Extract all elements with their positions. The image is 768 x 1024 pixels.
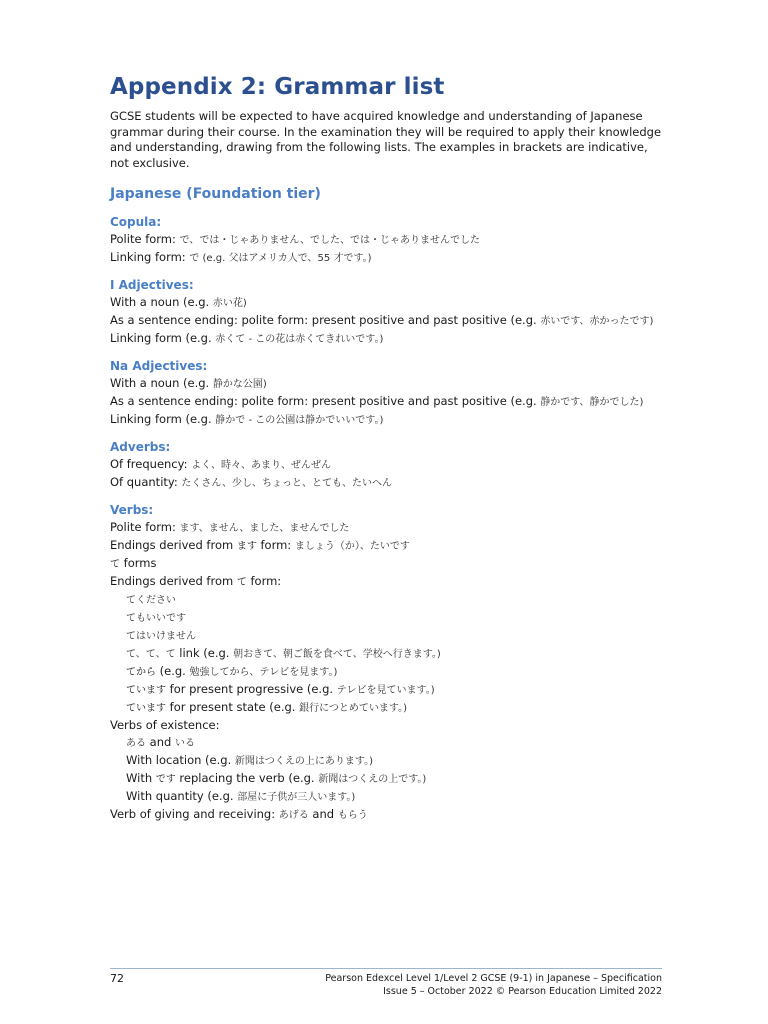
footer-spec-title: Pearson Edexcel Level 1/Level 2 GCSE (9-1) in Japanese – Specification (325, 973, 662, 984)
copula-heading: Copula: (110, 215, 162, 229)
verbs-teimasu-progressive: ています for present progressive (e.g. テレビを見ています。) (126, 682, 435, 696)
verbs-with-quantity: With quantity (e.g. 部屋に子供が三人います。) (126, 789, 356, 803)
adverbs-heading: Adverbs: (110, 440, 171, 454)
copula-polite-form: Polite form: で、では・じゃありません、でした、では・じゃありませんでした (110, 232, 480, 246)
verbs-giving-receiving: Verb of giving and receiving: あげる and もらう (110, 807, 368, 821)
na-adjectives-heading: Na Adjectives: (110, 359, 208, 373)
adverbs-frequency: Of frequency: よく、時々、あまり、ぜんぜん (110, 457, 331, 471)
adverbs-quantity: Of quantity: たくさん、少し、ちょっと、とても、たいへん (110, 475, 393, 489)
page-footer (110, 968, 662, 998)
verbs-with-location: With location (e.g. 新聞はつくえの上にあります。) (126, 753, 373, 767)
verbs-teimasu-state: ています for present state (e.g. 銀行につとめています。) (126, 700, 408, 714)
tier-heading: Japanese (Foundation tier) (110, 186, 321, 202)
verbs-te-endings: Endings derived from て form: (110, 574, 282, 588)
i-adjectives-heading: I Adjectives: (110, 278, 194, 292)
page-number: 72 (110, 972, 124, 985)
verbs-existence: Verbs of existence: (110, 718, 220, 732)
i-adj-with-noun: With a noun (e.g. 赤い花) (110, 295, 247, 309)
verbs-te-item: てもいいです (126, 613, 186, 624)
verbs-te-forms: て forms (110, 556, 157, 570)
i-adj-sentence-ending: As a sentence ending: polite form: present positive and past positive (e.g. 赤いです、赤かったです) (110, 313, 654, 327)
verbs-masu-endings: Endings derived from ます form: ましょう（か）、たいです (110, 538, 410, 552)
verbs-aru-iru: ある and いる (126, 735, 195, 749)
i-adj-linking-form: Linking form (e.g. 赤くて - この花は赤くてきれいです。) (110, 331, 384, 345)
copula-linking-form: Linking form: で (e.g. 父はアメリカ人で、55 才です。) (110, 250, 372, 264)
verbs-te-item: てください (126, 595, 176, 606)
na-adj-linking-form: Linking form (e.g. 静かで - この公園は静かでいいです。) (110, 412, 384, 426)
na-adj-sentence-ending: As a sentence ending: polite form: present positive and past positive (e.g. 静かです、静かでした) (110, 394, 644, 408)
page-content (110, 74, 662, 824)
footer-issue: Issue 5 – October 2022 © Pearson Education Limited 2022 (383, 986, 662, 997)
page-title: Appendix 2: Grammar list (110, 74, 445, 100)
verbs-heading: Verbs: (110, 503, 154, 517)
na-adj-with-noun: With a noun (e.g. 静かな公園) (110, 376, 267, 390)
verbs-te-item: てはいけません (126, 631, 196, 642)
verbs-tekara: てから (e.g. 勉強してから、テレビを見ます。) (126, 664, 338, 678)
verbs-polite-form: Polite form: ます、ません、ました、ませんでした (110, 520, 350, 534)
verbs-te-link: て、て、て link (e.g. 朝おきて、朝ご飯を食べて、学校へ行きます。) (126, 646, 441, 660)
intro-paragraph: GCSE students will be expected to have acquired knowledge and understanding of Japanese grammar during their course. In the examination they will be required to apply their knowledge and understanding, drawing from the following lists. The examples in brackets are indicative, not exclusive. (110, 109, 662, 170)
verbs-with-desu: With です replacing the verb (e.g. 新聞はつくえの上です。) (126, 771, 427, 785)
